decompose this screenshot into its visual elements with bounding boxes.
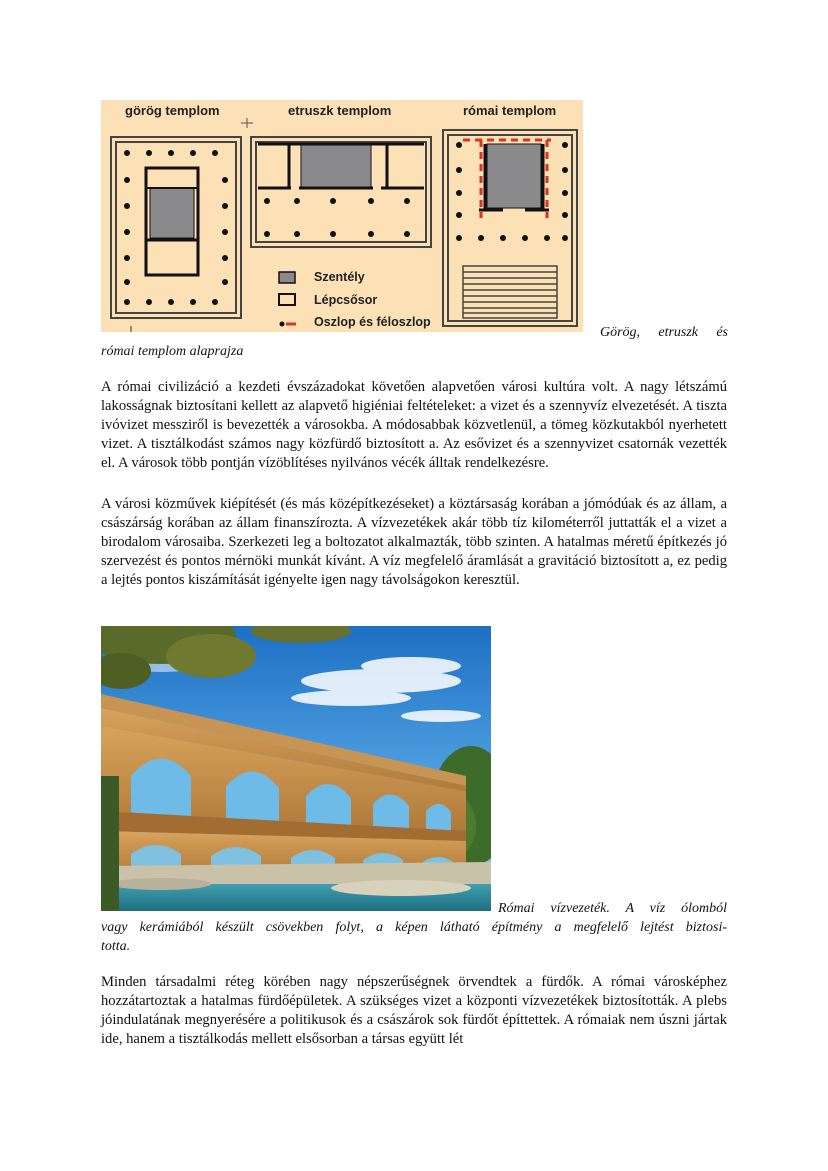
greek-temple-plan xyxy=(111,137,241,318)
crosshair-icon xyxy=(241,118,253,128)
paragraph-2: A városi közművek kiépítését (és más középítkezéseket) a köztársaság korában a jómódúak és az állam, a császárság korában az állam finanszírozta. A vízvezetékek akár több tíz kilométerről juttatták el a vizet a birodalom városaiba. Szerkezeti leg a boltozatot alkalmazták, több szinten. A hatalmas méretű építkezés jó szervezést és pontos mérnöki munkát kívánt. A víz megfelelő áramlását a gravitáció biztosított a, ez pedig a lejtés pontos kiszámítását igényelte igen nagy távolságokon keresztül. xyxy=(101,496,727,588)
aqueduct-photo xyxy=(101,626,491,911)
legend-stairs-label: Lépcsősor xyxy=(314,293,378,307)
figure2-caption-line1: Római vízvezeték. A víz ólomból xyxy=(498,901,727,916)
paragraph-3: Minden társadalmi réteg körében nagy népszerűségnek örvendtek a fürdők. A római városképhez hozzátartoztak a hatalmas fürdőépületek. A szükséges vizet a központi vízvezetékek biztosították. A plebs jóindulatának megnyerésére a politikusok és a császárok sok fürdőt építtettek. A rómaiak nem úszni jártak ide, hanem a tisztálkodás mellett elsősorban a társas együtt lét xyxy=(101,974,727,1047)
legend-stairs-swatch xyxy=(279,294,295,305)
legend-columns-label: Oszlop és féloszlop xyxy=(314,315,431,329)
roman-temple-label: római templom xyxy=(463,103,557,118)
paragraph-1: A római civilizáció a kezdeti évszázadokat követően alapvetően városi kultúra volt. A nagy létszámú lakosságnak biztosítani kellett az alapvető higiéniai feltételeket: a vizet és a szennyvíz elvezetését. A tiszta ivóvizet messziről is bevezették a városokba. A módosabbak közvetlenül, a tömeg közkutakból nyerhetett vizet. A tisztálkodást számos nagy közfürdő biztosított a. Az esővizet és a szennyvizet csatornák vezették el. A városok több pontján vízöblítéses nyilvános vécék álltak rendelkezésre. xyxy=(101,379,727,471)
greek-temple-label: görög templom xyxy=(125,103,220,118)
etruscan-temple-plan xyxy=(251,137,431,247)
figure1-caption-line2: római templom alaprajza xyxy=(101,344,244,359)
figure2-caption-line2: vagy kerámiából készült csövekben folyt, a képen látható építmény a megfelelő lejtést biztosi- xyxy=(101,920,727,935)
legend-sanctuary-label: Szentély xyxy=(314,270,365,284)
temple-plan-figure xyxy=(101,100,583,332)
legend-sanctuary-swatch xyxy=(279,272,295,283)
roman-temple-plan xyxy=(443,130,577,326)
legend-column-dot xyxy=(280,322,285,327)
aqueduct-illustration xyxy=(101,626,491,911)
figure2-caption-line3: totta. xyxy=(101,939,131,954)
figure1-caption-line1: Görög, etruszk és xyxy=(600,325,728,340)
etruscan-temple-label: etruszk templom xyxy=(288,103,392,118)
